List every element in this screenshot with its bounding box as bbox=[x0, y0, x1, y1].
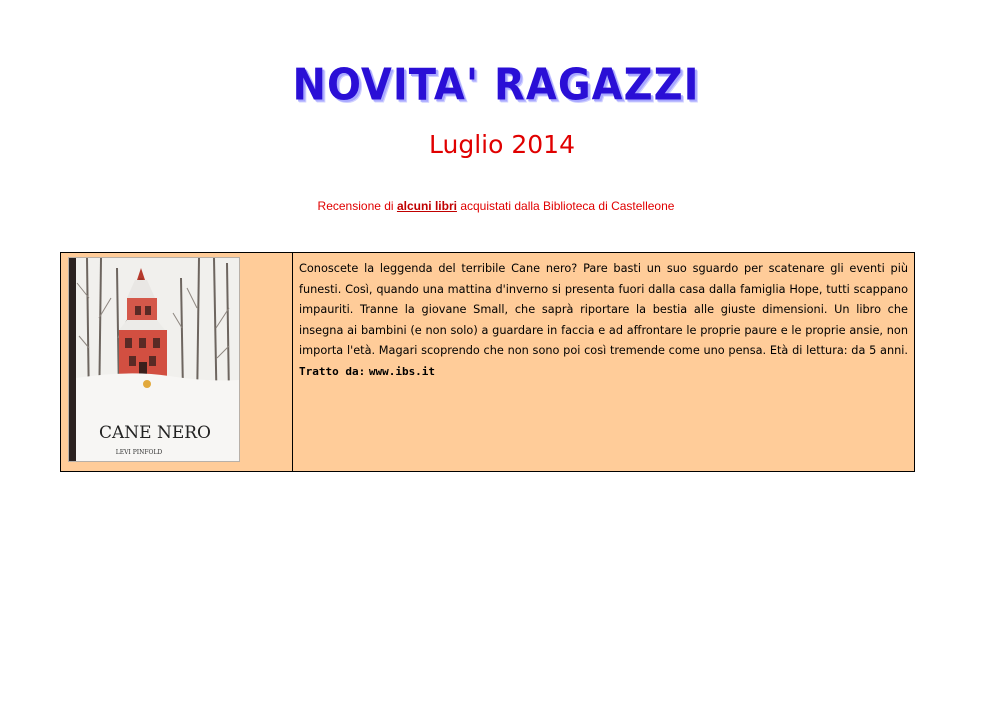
source-label: Tratto da: bbox=[299, 364, 366, 378]
cover-cell bbox=[61, 253, 293, 471]
page-title: NOVITA' RAGAZZI bbox=[292, 59, 700, 111]
cover-author-text: LEVI PINFOLD bbox=[115, 449, 163, 456]
subtitle-date: Luglio 2014 bbox=[429, 130, 575, 159]
reading-age: Età di lettura: da 5 anni. bbox=[769, 344, 908, 357]
intro-line bbox=[0, 199, 992, 213]
intro-prefix: Recensione di bbox=[317, 199, 394, 213]
book-description-cell bbox=[293, 253, 914, 471]
book-description: Conoscete la leggenda del terribile Cane nero? Pare basti un suo sguardo per scatenare gli eventi più funesti. Così, quando una mattina d'inverno si presenta fuori dalla casa dalla famiglia Hope, tutti scappano impauriti. Tranne la giovane Small, che saprà riportare la bestia alle giuste dimensioni. Un libro che insegna ai bambini (e non solo) a guardare in faccia e ad affrontare le proprie paure e le proprie ansie, non importa l'età. Magari scoprendo che non sono poi così tremende come uno pensa. bbox=[299, 262, 908, 357]
page-subtitle bbox=[0, 130, 992, 159]
cover-title-text: CANE NERO bbox=[99, 423, 211, 443]
intro-suffix: acquistati dalla Biblioteca di Castelleone bbox=[460, 199, 675, 213]
book-review-table bbox=[60, 252, 915, 472]
book-cover-image bbox=[68, 257, 240, 462]
books-link[interactable]: alcuni libri bbox=[396, 199, 457, 213]
source-site-link[interactable]: www.ibs.it bbox=[368, 364, 436, 378]
book-cover-illustration bbox=[69, 258, 239, 461]
